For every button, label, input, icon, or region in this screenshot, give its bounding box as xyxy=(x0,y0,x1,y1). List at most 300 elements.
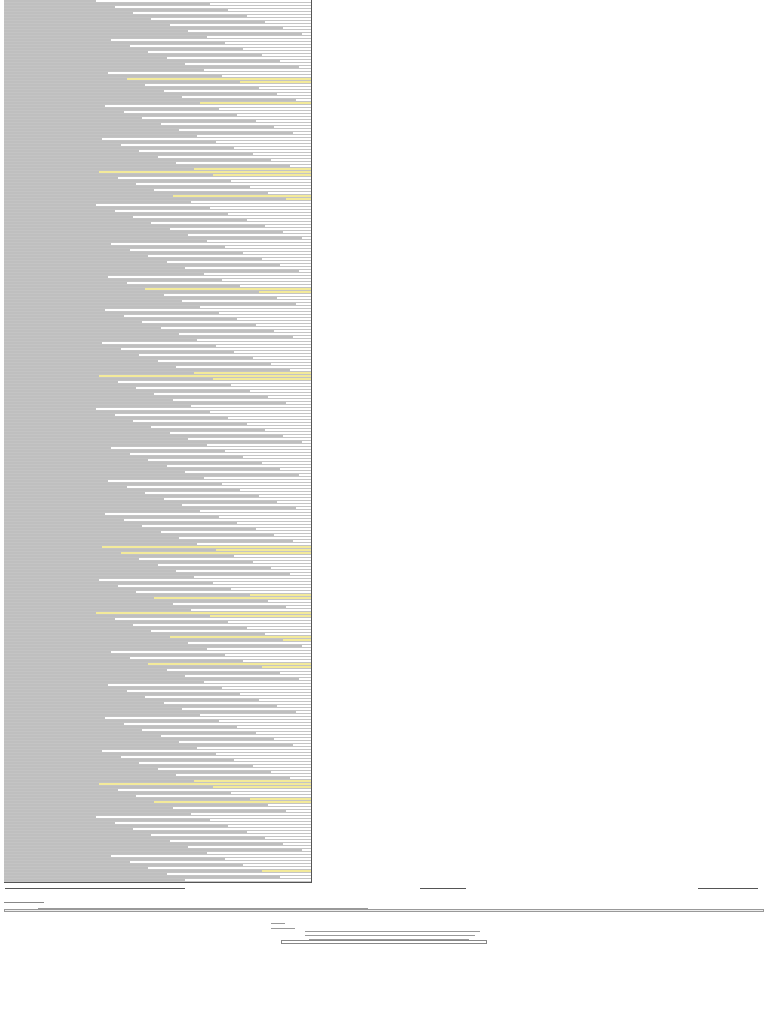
document-line-text xyxy=(4,759,6,761)
text-ink-mark xyxy=(4,732,256,734)
text-ink-mark xyxy=(4,573,290,575)
document-line-text xyxy=(4,567,6,569)
text-ink-mark xyxy=(4,828,133,830)
comment-input[interactable] xyxy=(281,940,487,944)
document-text-panel xyxy=(4,0,312,883)
document-line-text xyxy=(4,702,6,704)
text-ink-mark xyxy=(4,120,256,122)
text-ink-mark xyxy=(4,126,274,128)
document-line-text xyxy=(4,54,6,56)
next-page-link[interactable] xyxy=(698,884,758,889)
document-line-text xyxy=(4,111,6,113)
document-line-text xyxy=(4,21,6,23)
document-line-text xyxy=(4,81,6,83)
text-ink-mark xyxy=(4,42,225,44)
text-ink-mark xyxy=(4,810,286,812)
text-ink-mark xyxy=(4,840,170,842)
text-ink-mark xyxy=(4,78,127,80)
document-line-text xyxy=(4,501,6,503)
document-line-text xyxy=(4,876,6,878)
text-ink-mark xyxy=(4,774,176,776)
document-line-text xyxy=(4,819,6,821)
text-ink-mark xyxy=(4,477,204,479)
text-ink-mark xyxy=(4,498,164,500)
document-line-text xyxy=(4,795,6,797)
reply-input-bar[interactable] xyxy=(4,909,764,912)
text-ink-mark xyxy=(4,105,105,107)
text-ink-mark xyxy=(4,756,121,758)
text-ink-mark xyxy=(4,174,213,176)
text-ink-mark xyxy=(4,804,268,806)
text-ink-mark xyxy=(4,231,283,233)
text-ink-mark xyxy=(4,318,237,320)
document-line-text xyxy=(4,840,6,842)
document-line-text xyxy=(4,633,6,635)
document-line-text xyxy=(4,183,6,185)
text-ink-mark xyxy=(4,762,139,764)
document-line-text xyxy=(4,297,6,299)
document-line-text xyxy=(4,474,6,476)
document-line-text xyxy=(4,843,6,845)
text-ink-mark xyxy=(4,228,170,230)
document-line-text xyxy=(4,405,6,407)
text-ink-mark xyxy=(4,660,243,662)
document-line-text xyxy=(4,801,6,803)
text-ink-mark xyxy=(4,543,197,545)
text-ink-mark xyxy=(4,630,151,632)
document-line-text xyxy=(4,630,6,632)
text-ink-mark xyxy=(4,516,219,518)
text-ink-mark xyxy=(4,90,164,92)
text-ink-mark xyxy=(4,327,161,329)
document-line-text xyxy=(4,618,6,620)
document-line-text xyxy=(4,729,6,731)
text-ink-mark xyxy=(4,591,136,593)
document-line-text xyxy=(4,639,6,641)
document-line-text xyxy=(4,768,6,770)
document-line-text xyxy=(4,129,6,131)
document-line-text xyxy=(4,201,6,203)
document-line-text xyxy=(4,864,6,866)
text-ink-mark xyxy=(4,396,268,398)
document-line-text xyxy=(4,837,6,839)
document-line-text xyxy=(4,372,6,374)
document-line-text xyxy=(4,291,6,293)
document-line-text xyxy=(4,585,6,587)
document-line-text xyxy=(4,636,6,638)
text-ink-mark xyxy=(4,375,99,377)
text-ink-mark xyxy=(4,147,234,149)
text-ink-mark xyxy=(4,300,182,302)
document-line-text xyxy=(4,612,6,614)
document-line-text xyxy=(4,351,6,353)
document-line-text xyxy=(4,834,6,836)
document-line-text xyxy=(4,132,6,134)
document-line-text xyxy=(4,216,6,218)
document-line-text xyxy=(4,537,6,539)
text-ink-mark xyxy=(4,795,136,797)
text-ink-mark xyxy=(4,252,243,254)
text-ink-mark xyxy=(4,159,271,161)
text-ink-mark xyxy=(4,153,253,155)
document-line-text xyxy=(4,624,6,626)
text-ink-mark xyxy=(4,462,262,464)
document-line-text xyxy=(4,84,6,86)
text-ink-mark xyxy=(4,237,302,239)
text-ink-mark xyxy=(4,735,161,737)
text-ink-mark xyxy=(4,588,231,590)
text-ink-mark xyxy=(4,747,197,749)
text-ink-mark xyxy=(4,144,121,146)
document-line-text xyxy=(4,471,6,473)
document-line-text xyxy=(4,390,6,392)
document-line-text xyxy=(4,588,6,590)
document-line-text xyxy=(4,285,6,287)
document-line-text xyxy=(4,525,6,527)
document-line-text xyxy=(4,477,6,479)
document-line-text xyxy=(4,570,6,572)
document-line-text xyxy=(4,675,6,677)
text-ink-mark xyxy=(4,531,161,533)
text-ink-mark xyxy=(4,261,167,263)
document-line-text xyxy=(4,69,6,71)
text-ink-mark xyxy=(4,750,102,752)
document-line-text xyxy=(4,741,6,743)
document-line-text xyxy=(4,57,6,59)
text-ink-mark xyxy=(4,615,210,617)
text-ink-mark xyxy=(4,576,194,578)
document-line-text xyxy=(4,402,6,404)
document-line-text xyxy=(4,327,6,329)
text-ink-mark xyxy=(4,441,302,443)
text-ink-mark xyxy=(4,243,111,245)
document-line-text xyxy=(4,540,6,542)
text-ink-mark xyxy=(4,729,142,731)
text-ink-mark xyxy=(4,138,102,140)
text-ink-mark xyxy=(4,783,99,785)
previous-page-link[interactable] xyxy=(5,884,185,889)
document-line-text xyxy=(4,3,6,5)
text-ink-mark xyxy=(4,387,136,389)
document-line-text xyxy=(4,348,6,350)
text-ink-mark xyxy=(4,282,127,284)
document-lines xyxy=(4,0,311,882)
text-ink-mark xyxy=(4,39,111,41)
document-line-text xyxy=(4,513,6,515)
document-line-text xyxy=(4,516,6,518)
document-line-text xyxy=(4,228,6,230)
document-line-text xyxy=(4,336,6,338)
text-ink-mark xyxy=(4,297,277,299)
text-ink-mark xyxy=(4,771,271,773)
document-line-text xyxy=(4,156,6,158)
document-line-text xyxy=(4,90,6,92)
text-ink-mark xyxy=(4,306,200,308)
document-line-text xyxy=(4,846,6,848)
document-line-text xyxy=(4,690,6,692)
text-ink-mark xyxy=(4,726,237,728)
text-ink-mark xyxy=(4,468,280,470)
text-ink-mark xyxy=(4,342,102,344)
document-line-text xyxy=(4,558,6,560)
document-line-text xyxy=(4,171,6,173)
text-ink-mark xyxy=(4,738,274,740)
text-ink-mark xyxy=(4,3,210,5)
document-line-text xyxy=(4,15,6,17)
text-ink-mark xyxy=(4,351,234,353)
document-line-text xyxy=(4,309,6,311)
text-ink-mark xyxy=(4,711,296,713)
document-line-text xyxy=(4,408,6,410)
text-ink-mark xyxy=(4,279,222,281)
text-ink-mark xyxy=(4,753,216,755)
document-line-text xyxy=(4,6,6,8)
document-line-text xyxy=(4,105,6,107)
document-line-text xyxy=(4,486,6,488)
document-line-text xyxy=(4,126,6,128)
document-line-text xyxy=(4,495,6,497)
text-ink-mark xyxy=(4,450,225,452)
text-ink-mark xyxy=(4,57,167,59)
text-ink-mark xyxy=(4,594,250,596)
document-line-text xyxy=(4,27,6,29)
document-line-text xyxy=(4,354,6,356)
document-line-text xyxy=(4,468,6,470)
document-line-text xyxy=(4,753,6,755)
document-line-text xyxy=(4,879,6,881)
text-ink-mark xyxy=(4,651,111,653)
text-ink-mark xyxy=(4,867,148,869)
text-ink-mark xyxy=(4,168,194,170)
document-line-text xyxy=(4,714,6,716)
text-ink-mark xyxy=(4,99,296,101)
text-ink-mark xyxy=(4,816,96,818)
text-ink-mark xyxy=(4,402,286,404)
document-line-text xyxy=(4,447,6,449)
document-line-text xyxy=(4,399,6,401)
text-ink-mark xyxy=(4,0,96,2)
text-ink-mark xyxy=(4,837,265,839)
text-ink-mark xyxy=(4,636,170,638)
document-line-text xyxy=(4,237,6,239)
text-ink-mark xyxy=(4,264,280,266)
text-ink-mark xyxy=(4,546,102,548)
text-ink-mark xyxy=(4,117,142,119)
document-line-text xyxy=(4,270,6,272)
text-ink-mark xyxy=(4,255,148,257)
document-line-text xyxy=(4,135,6,137)
text-ink-mark xyxy=(4,696,145,698)
text-ink-mark xyxy=(4,717,105,719)
text-ink-mark xyxy=(4,507,296,509)
document-line-text xyxy=(4,519,6,521)
document-line-text xyxy=(4,528,6,530)
text-ink-mark xyxy=(4,312,219,314)
document-line-text xyxy=(4,684,6,686)
document-line-text xyxy=(4,30,6,32)
text-ink-mark xyxy=(4,525,142,527)
document-line-text xyxy=(4,831,6,833)
document-line-text xyxy=(4,681,6,683)
document-line-text xyxy=(4,186,6,188)
document-line-text xyxy=(4,813,6,815)
text-ink-mark xyxy=(4,273,204,275)
text-ink-mark xyxy=(4,222,151,224)
text-ink-mark xyxy=(4,876,280,878)
document-line-text xyxy=(4,360,6,362)
document-line-text xyxy=(4,774,6,776)
document-line-text xyxy=(4,9,6,11)
text-ink-mark xyxy=(4,492,145,494)
text-ink-mark xyxy=(4,285,240,287)
text-ink-mark xyxy=(4,873,167,875)
document-line-text xyxy=(4,699,6,701)
text-ink-mark xyxy=(4,405,191,407)
document-line-text xyxy=(4,438,6,440)
text-ink-mark xyxy=(4,678,299,680)
document-line-text xyxy=(4,489,6,491)
document-line-text xyxy=(4,507,6,509)
text-ink-mark xyxy=(4,348,121,350)
text-ink-mark xyxy=(4,798,250,800)
document-line-text xyxy=(4,696,6,698)
document-line-text xyxy=(4,357,6,359)
document-line-text xyxy=(4,822,6,824)
document-line-text xyxy=(4,144,6,146)
document-line-text xyxy=(4,582,6,584)
text-ink-mark xyxy=(4,522,237,524)
text-ink-mark xyxy=(4,369,290,371)
text-ink-mark xyxy=(4,315,124,317)
text-ink-mark xyxy=(4,69,204,71)
document-line-text xyxy=(4,345,6,347)
document-line-text xyxy=(4,444,6,446)
document-line-text xyxy=(4,279,6,281)
text-ink-mark xyxy=(4,288,145,290)
document-line-text xyxy=(4,732,6,734)
text-ink-mark xyxy=(4,501,277,503)
document-line-text xyxy=(4,579,6,581)
text-ink-mark xyxy=(4,72,108,74)
document-line-text xyxy=(4,750,6,752)
text-ink-mark xyxy=(4,240,207,242)
document-line-text xyxy=(4,606,6,608)
document-line-text xyxy=(4,594,6,596)
text-ink-mark xyxy=(4,495,259,497)
document-line-text xyxy=(4,72,6,74)
document-line-text xyxy=(4,534,6,536)
document-line-text xyxy=(4,246,6,248)
document-line-text xyxy=(4,177,6,179)
document-line-text xyxy=(4,18,6,20)
text-ink-mark xyxy=(4,96,182,98)
text-ink-mark xyxy=(4,84,145,86)
document-line-text xyxy=(4,678,6,680)
document-line-text xyxy=(4,786,6,788)
text-ink-mark xyxy=(4,654,225,656)
document-line-text xyxy=(4,522,6,524)
document-line-text xyxy=(4,333,6,335)
page-number-link[interactable] xyxy=(420,884,466,889)
document-line-text xyxy=(4,195,6,197)
document-line-text xyxy=(4,705,6,707)
text-ink-mark xyxy=(4,714,200,716)
text-ink-mark xyxy=(4,708,182,710)
document-line-text xyxy=(4,621,6,623)
text-ink-mark xyxy=(4,612,96,614)
document-line-text xyxy=(4,165,6,167)
document-line-text xyxy=(4,204,6,206)
text-ink-mark xyxy=(4,198,286,200)
document-line-text xyxy=(4,645,6,647)
text-ink-mark xyxy=(4,141,216,143)
document-line-text xyxy=(4,852,6,854)
text-ink-mark xyxy=(4,705,277,707)
document-line-text xyxy=(4,657,6,659)
document-line-text xyxy=(4,51,6,53)
text-ink-mark xyxy=(4,624,133,626)
document-line-text xyxy=(4,99,6,101)
text-ink-mark xyxy=(4,336,293,338)
text-ink-mark xyxy=(4,618,115,620)
text-ink-mark xyxy=(4,195,173,197)
text-ink-mark xyxy=(4,24,170,26)
document-line-text xyxy=(4,396,6,398)
document-line-text xyxy=(4,159,6,161)
text-ink-mark xyxy=(4,219,247,221)
text-ink-mark xyxy=(4,504,182,506)
text-ink-mark xyxy=(4,132,293,134)
text-ink-mark xyxy=(4,555,234,557)
text-ink-mark xyxy=(4,585,118,587)
document-line-text xyxy=(4,249,6,251)
text-ink-mark xyxy=(4,204,96,206)
text-ink-mark xyxy=(4,606,286,608)
text-ink-mark xyxy=(4,330,274,332)
document-line-text xyxy=(4,273,6,275)
text-ink-mark xyxy=(4,363,271,365)
document-line-text xyxy=(4,267,6,269)
document-line-text xyxy=(4,711,6,713)
document-line-text xyxy=(4,672,6,674)
document-line-text xyxy=(4,243,6,245)
document-line-text xyxy=(4,162,6,164)
document-line-text xyxy=(4,255,6,257)
text-ink-mark xyxy=(4,675,185,677)
document-line-text xyxy=(4,789,6,791)
document-line-text xyxy=(4,453,6,455)
document-line-text xyxy=(4,252,6,254)
document-line-text xyxy=(4,114,6,116)
text-ink-mark xyxy=(4,276,108,278)
text-ink-mark xyxy=(4,633,265,635)
text-ink-mark xyxy=(4,858,225,860)
document-line-text xyxy=(4,597,6,599)
document-line-text xyxy=(4,66,6,68)
text-ink-mark xyxy=(4,9,228,11)
text-ink-mark xyxy=(4,549,216,551)
text-ink-mark xyxy=(4,780,194,782)
document-line-text xyxy=(4,261,6,263)
document-line-text xyxy=(4,825,6,827)
document-line-text xyxy=(4,300,6,302)
document-line-text xyxy=(4,303,6,305)
document-line-text xyxy=(4,258,6,260)
document-line-text xyxy=(4,213,6,215)
text-ink-mark xyxy=(4,417,228,419)
text-ink-mark xyxy=(4,768,158,770)
document-line-text xyxy=(4,465,6,467)
